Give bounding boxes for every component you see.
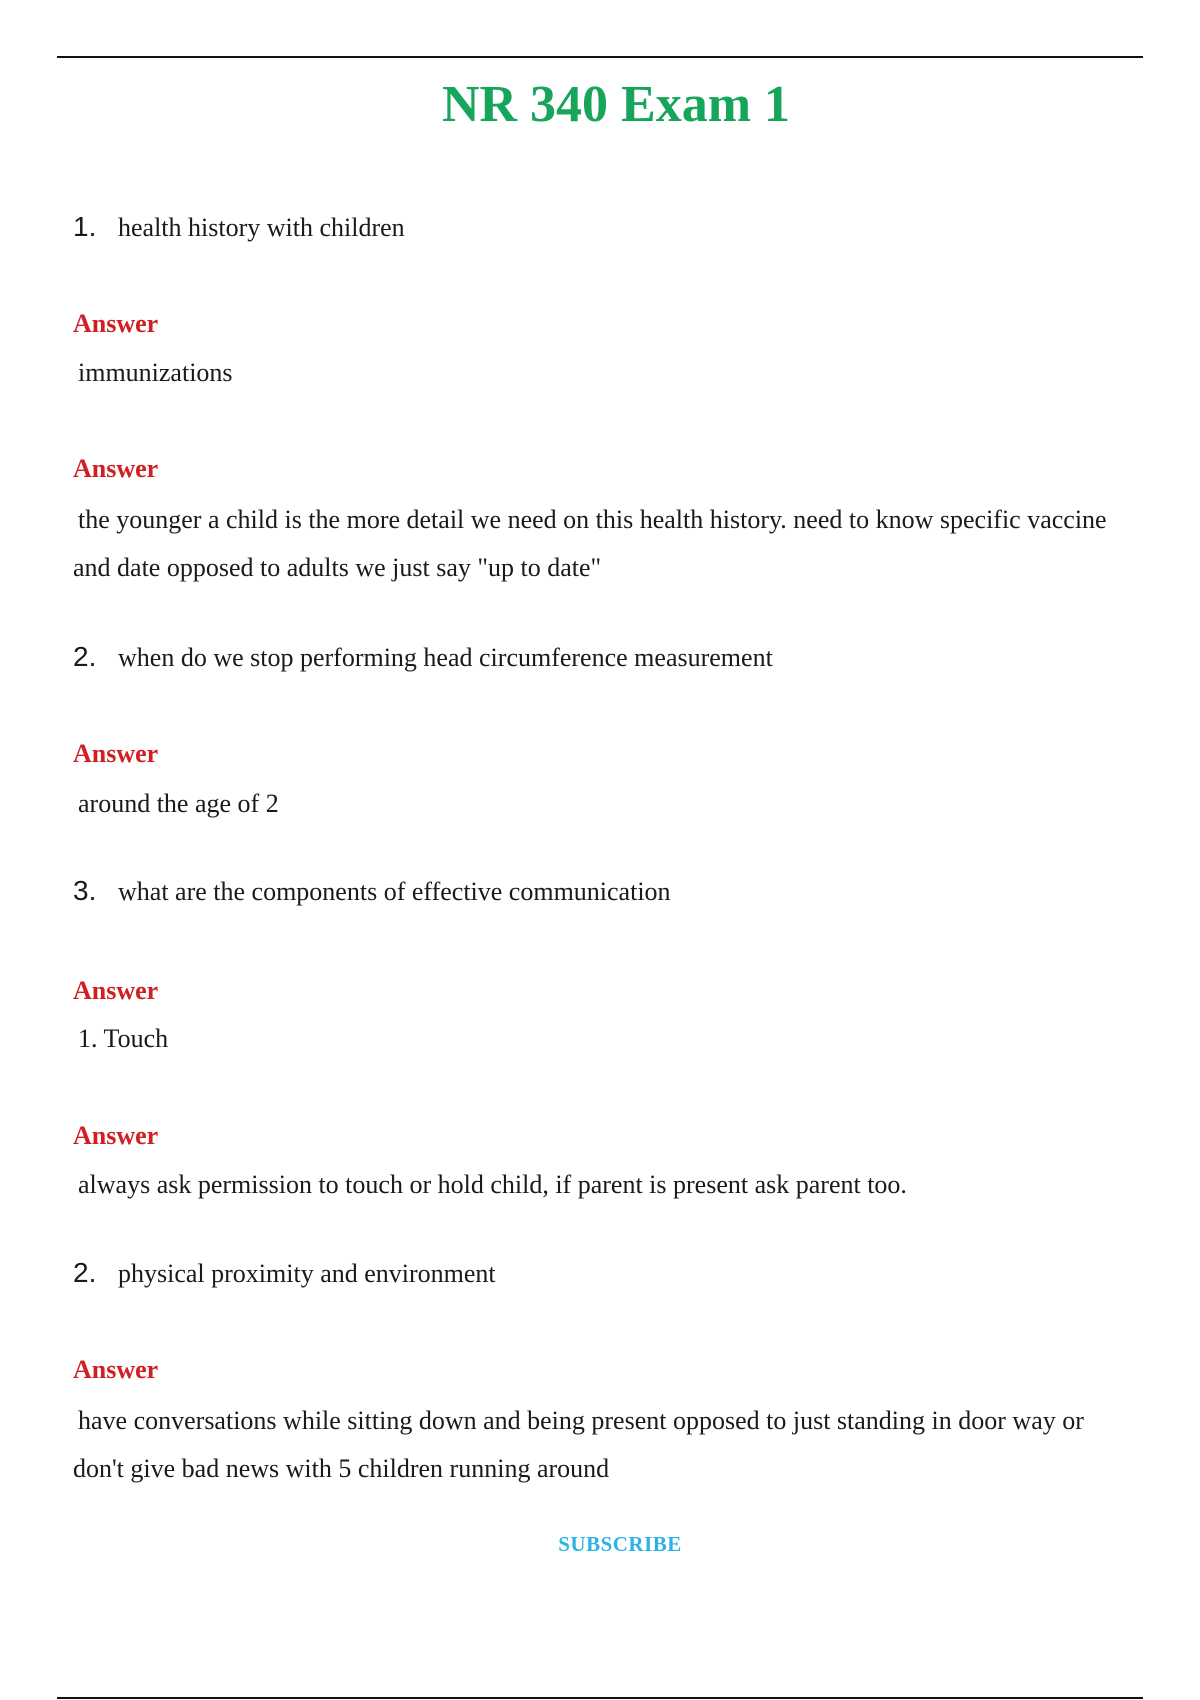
question-3 [73,874,671,909]
question-text: health history with children [118,213,405,242]
top-rule [57,56,1143,58]
question-2 [73,640,773,675]
question-4 [73,1256,496,1291]
answer-text: the younger a child is the more detail we need on this health history. need to know specific vaccine and date opposed to adults we just say "up to date" [73,505,1107,582]
bottom-rule [57,1697,1143,1699]
answer-text: around the age of 2 [78,789,279,818]
question-text: what are the components of effective communication [118,877,671,906]
question-number: 2. [73,641,97,672]
answer-label: Answer [73,976,159,1005]
subscribe-link[interactable]: SUBSCRIBE [558,1532,682,1556]
question-text: physical proximity and environment [118,1259,496,1288]
question-text: when do we stop performing head circumference measurement [118,643,773,672]
answer-text: immunizations [78,358,233,387]
answer-text: 1. Touch [78,1024,169,1053]
page-title: NR 340 Exam 1 [441,76,791,133]
question-number: 3. [73,875,97,906]
question-number: 2. [73,1257,97,1288]
answer-text: always ask permission to touch or hold child, if parent is present ask parent too. [78,1170,907,1199]
answer-label: Answer [73,454,159,483]
answer-text: have conversations while sitting down and being present opposed to just standing in door way or don't give bad news with 5 children running around [73,1406,1084,1483]
answer-label: Answer [73,1355,159,1384]
answer-label: Answer [73,309,159,338]
answer-label: Answer [73,1121,159,1150]
question-number: 1. [73,211,97,242]
question-1 [73,210,405,245]
answer-label: Answer [73,739,159,768]
